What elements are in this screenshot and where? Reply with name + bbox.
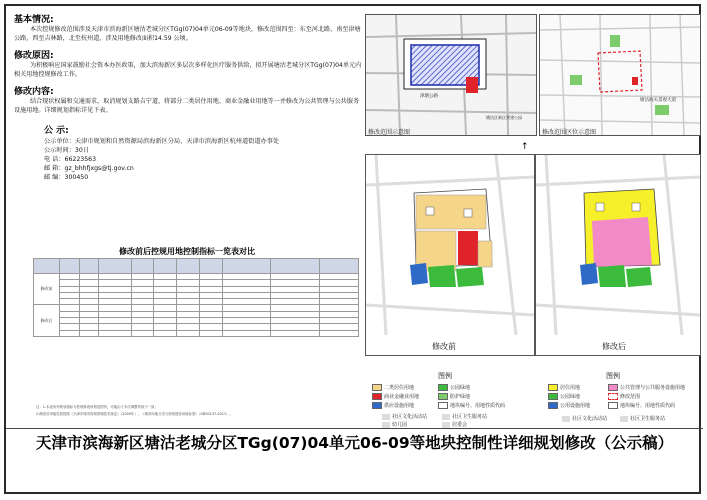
before-map-label: 修改前 [432,342,456,351]
culture-icon [382,414,390,420]
swatch [608,384,618,391]
table-row [34,330,359,336]
indicator-table [33,258,359,337]
swatch [438,384,448,391]
facility-item: 社区卫生服务站 [442,413,487,420]
road-label: 津塘公路 [420,94,438,99]
location-label: 塘沽海关景观大道 [640,98,676,103]
north-arrow-icon: ↑ [521,142,529,152]
swatch [438,393,448,400]
basic-text: 本次控规修改范围涉及天津市滨海新区塘沽老城分区TGg(07)04单元06-09等地块，修改范围四至：东至河北路，南至津塘公路，西至吉林路，北至杭州道，涉及用地修改面积14.59 公顷。 [14,26,361,42]
swatch [548,402,558,409]
scope-map [365,14,537,136]
swatch [372,402,382,409]
notice-title: 公 示: [44,125,69,136]
legend-item: 修改范围 [608,393,640,400]
swatch [608,393,618,400]
table-header-row [34,259,359,274]
notice-line: 邮 编：300450 [44,174,89,182]
clinic-icon [620,416,628,422]
facility-item: 社区文化活动站 [562,415,607,422]
facility-item: 居委会 [442,421,467,428]
legend-item: 地块编号、用地性质代码 [608,402,675,409]
group-label-before: 修改前 [34,274,60,305]
committee-icon [442,422,450,428]
after-map-label: 修改后 [602,342,626,351]
after-map [535,154,701,356]
culture-icon [562,416,570,422]
facility-item: 幼儿园 [382,421,407,428]
legend-item: 商业金融业用地 [372,393,419,400]
legend-item: 公园绿地 [438,384,470,391]
content-title: 修改内容: [14,87,54,98]
description-column [14,14,362,183]
table-note: 注：1.本表所列规划指标为控规修改规划范围内，可能由于多次调整导致不一致； [36,405,158,409]
reason-text: 为积极响应国家鼓励社会资本办医政策，加大滨海新区多层次多样化医疗服务供给，拟开展塘沽老城分区TGg(07)04单元内相关用地控规修改工作。 [14,62,362,78]
legend-item: 供应设施用地 [372,402,414,409]
plan-title: 天津市滨海新区塘沽老城分区TGg(07)04单元06-09等地块控制性详细规划修改（公示稿） [6,428,703,457]
poster-frame [4,4,701,494]
reason-title: 修改原因: [14,51,54,62]
notice-line: 公示单位：天津市规划和自然资源局滨海新区分局、天津市滨海新区杭州道街道办事处 [44,137,280,145]
legend-item: 公用设施用地 [548,402,590,409]
swatch [608,402,618,409]
group-label-after: 修改后 [34,305,60,336]
after-map-drawing [536,155,700,335]
table-note: 2.修改后用地性质按照《天津市城市规划管理技术规定》（2009年）、《城市用地分类与规划建设用地标准》（GB50137-2011）。 [36,412,233,416]
legend-item: 地块编号、用地性质代码 [438,402,505,409]
legend-item: 公共管理与公共服务设施用地 [608,384,685,391]
swatch [438,402,448,409]
legend-item: 二类居住用地 [372,384,414,391]
facility-item: 社区文化活动站 [382,413,427,420]
facility-item: 社区卫生服务站 [620,415,665,422]
legend-item: 居住用地 [548,384,580,391]
content-text: 结合现状权属和交通需求，取消规划支路吉宁道，将部分二类居住用地、商业金融业用地等一并修改为公共管理与公共服务设施用地。详细规划指标详见下表。 [14,98,360,114]
before-map-drawing [366,155,534,335]
basic-title: 基本情况: [14,15,54,25]
legend-title-after: 图例 [606,372,620,380]
notice-line: 邮 箱：gz_bhhfjxgs@tj.gov.cn [44,165,134,173]
before-map [365,154,535,356]
legend-item: 防护绿地 [438,393,470,400]
swatch [548,384,558,391]
location-map [539,14,701,136]
notice-line: 公示时间：30日 [44,146,89,154]
kindergarten-icon [382,422,390,428]
notice-line: 电 话：66223563 [44,155,97,163]
legend-title-before: 图例 [438,372,452,380]
clinic-icon [442,414,450,420]
location-map-caption: 修改范围区位示意图 [542,129,597,136]
table-title: 修改前后控规用地控制指标一览表对比 [119,247,255,256]
swatch [548,393,558,400]
location-map-drawing [540,15,700,135]
scope-map-caption: 修改范围示意图 [368,129,411,136]
park-label: 塘沽区新区营建公园 [486,115,522,120]
legend-item: 公园绿地 [548,393,580,400]
swatch [372,393,382,400]
swatch [372,384,382,391]
